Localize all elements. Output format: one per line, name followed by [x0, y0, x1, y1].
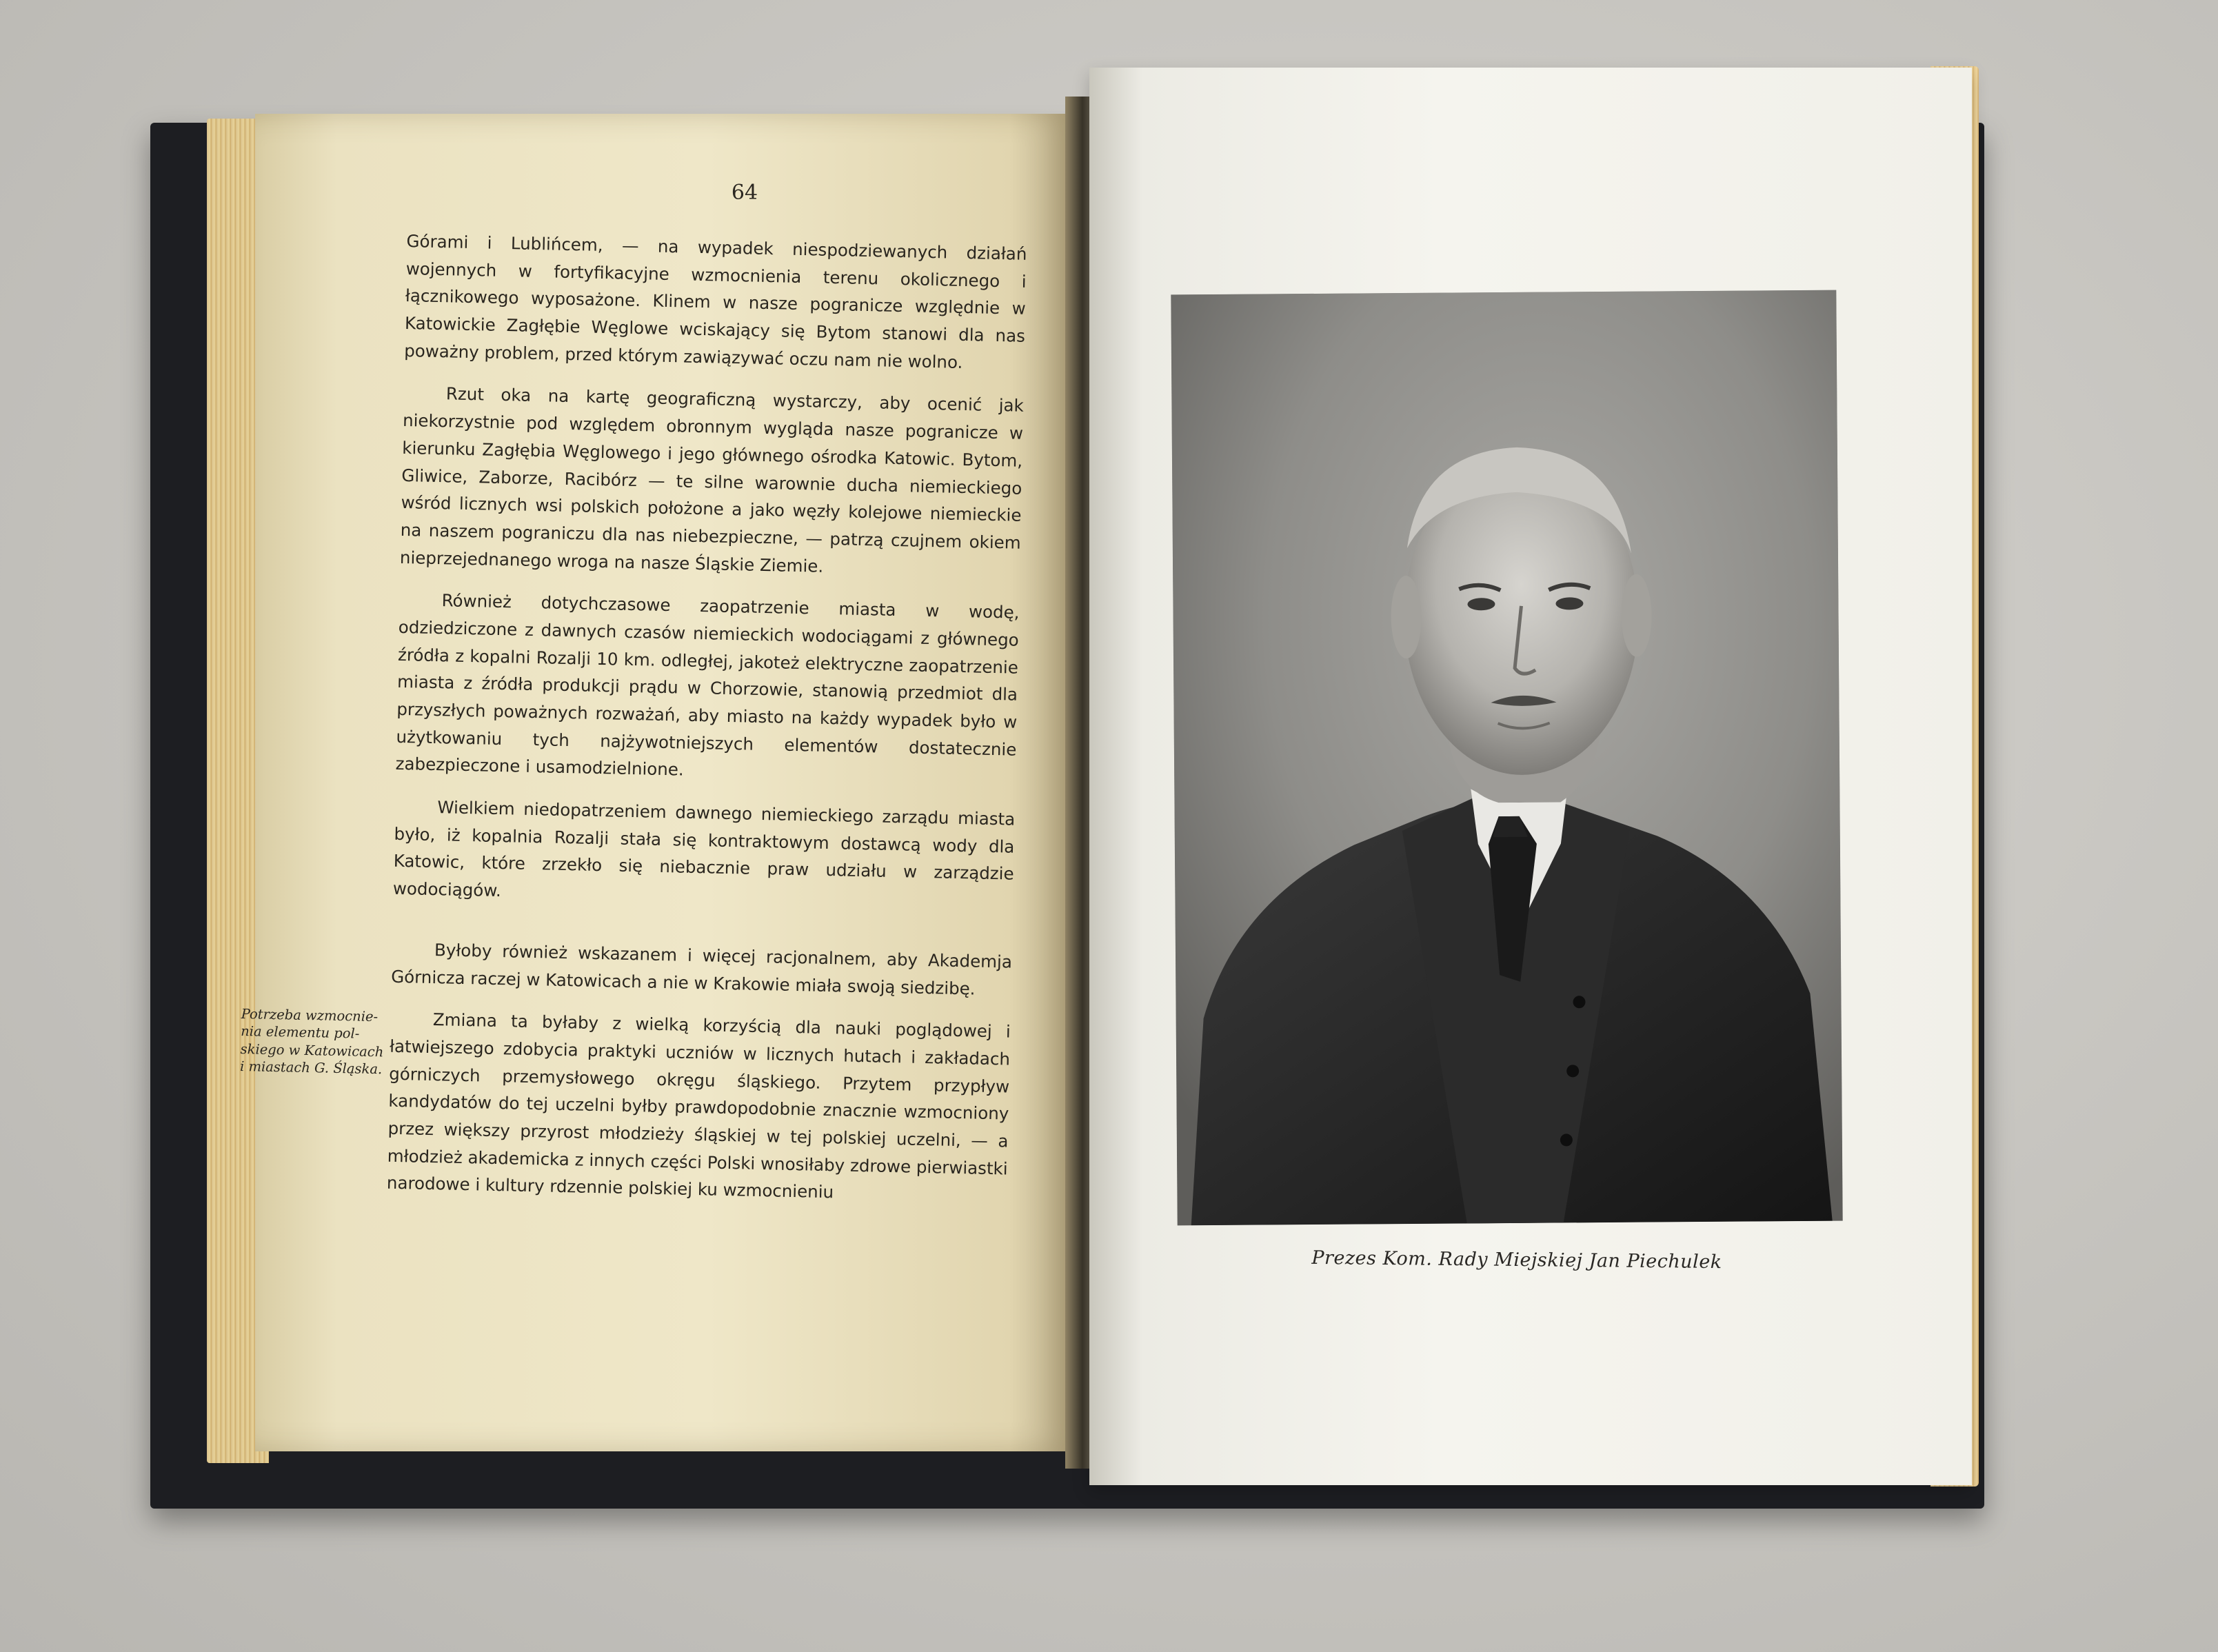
- body-text: [386, 228, 1027, 1225]
- paragraph-2: Rzut oka na kartę geograficzną wystarczy, aby ocenić jak niekorzystnie pod względem obronnym wygląda nasze pogranicze w kierunku Zagłębia Węglowego i jego głównego ośrodka Katowic. Bytom, Gliwice, Zaborze, Racibórz — te silne warownie ducha niemieckiego wśród licznych wsi polskich położone a jako węzły kolejowe niemieckie na naszem pograniczu dla nas niebezpieczne, — patrzą czujnem okiem nieprzejednanego wroga na nasze Śląskie Ziemie.: [399, 383, 1025, 576]
- margin-note-line: i miastach G. Śląska.: [239, 1058, 383, 1078]
- margin-note-line: Potrzeba wzmocnie-: [241, 1005, 379, 1025]
- margin-note: [240, 1005, 401, 1078]
- paragraph-5: Byłoby również wskazanem i więcej racjonalnem, aby Akademja Górnicza raczej w Katowicach a nie w Krakowie miała swoją siedzibę.: [390, 939, 1013, 999]
- paragraph-1: Górami i Lublińcem, — na wypadek niespodziewanych działań wojennych w fortyfikacyjne wzmocnienia terenu okolicznego i łącznikowego wyposażone. Klinem w nasze pogranicze względnie w Katowickie Zagłębie Węglowe wciskający się Bytom stanowi dla nas poważny problem, przed którym zawiązywać oczu nam nie wolno.: [403, 230, 1027, 372]
- portrait-image: [1171, 290, 1842, 1226]
- portrait-photo: [1171, 290, 1842, 1226]
- margin-note-line: skiego w Katowicach: [240, 1040, 384, 1060]
- paragraph-4: Wielkiem niedopatrzeniem dawnego niemieckiego zarządu miasta było, iż kopalnia Rozalji stała się kontraktowym dostawcą wody dla Katowic, które zrzekło się niebacznie praw udziału w zarządzie wodociągów.: [392, 797, 1016, 901]
- page-number: 64: [731, 181, 758, 205]
- paragraph-6: Zmiana ta byłaby z wielką korzyścią dla nauki poglądowej i łatwiejszego zdobycia praktyki uczniów w licznych hutach i zakładach górniczych przemysłowego okręgu śląskiego. Przytem przypływ kandydatów do tej uczelni byłby prawdopodobnie znacznie wzmocniony przez większy przyrost młodzieży śląskiej w tej polskiej uczelni, — a młodzież akademicka z innych części Polski wnosiłaby zdrowe pierwiastki narodowe i kultury rdzennie polskiej ku wzmocnieniu: [386, 1009, 1011, 1202]
- margin-note-line: nia elementu pol-: [240, 1023, 360, 1042]
- paragraph-3: Również dotychczasowe zaopatrzenie miasta w wodę, odziedziczone z dawnych czasów niemieckich wodociągami z głównego źródła z kopalni Rozalji 10 km. odległej, jakoteż elektryczne zaopatrzenie miasta z źródła produkcji prądu w Chorzowie, stanowią przedmiot dla przyszłych poważnych rozważań, aby miasto na każdy wypadek było w użytkowaniu tych najżywotniejszych elementów dostatecznie zabezpieczone i usamodzielnione.: [395, 590, 1020, 780]
- photo-caption: Prezes Kom. Rady Miejskiej Jan Piechulek: [1311, 1247, 1722, 1273]
